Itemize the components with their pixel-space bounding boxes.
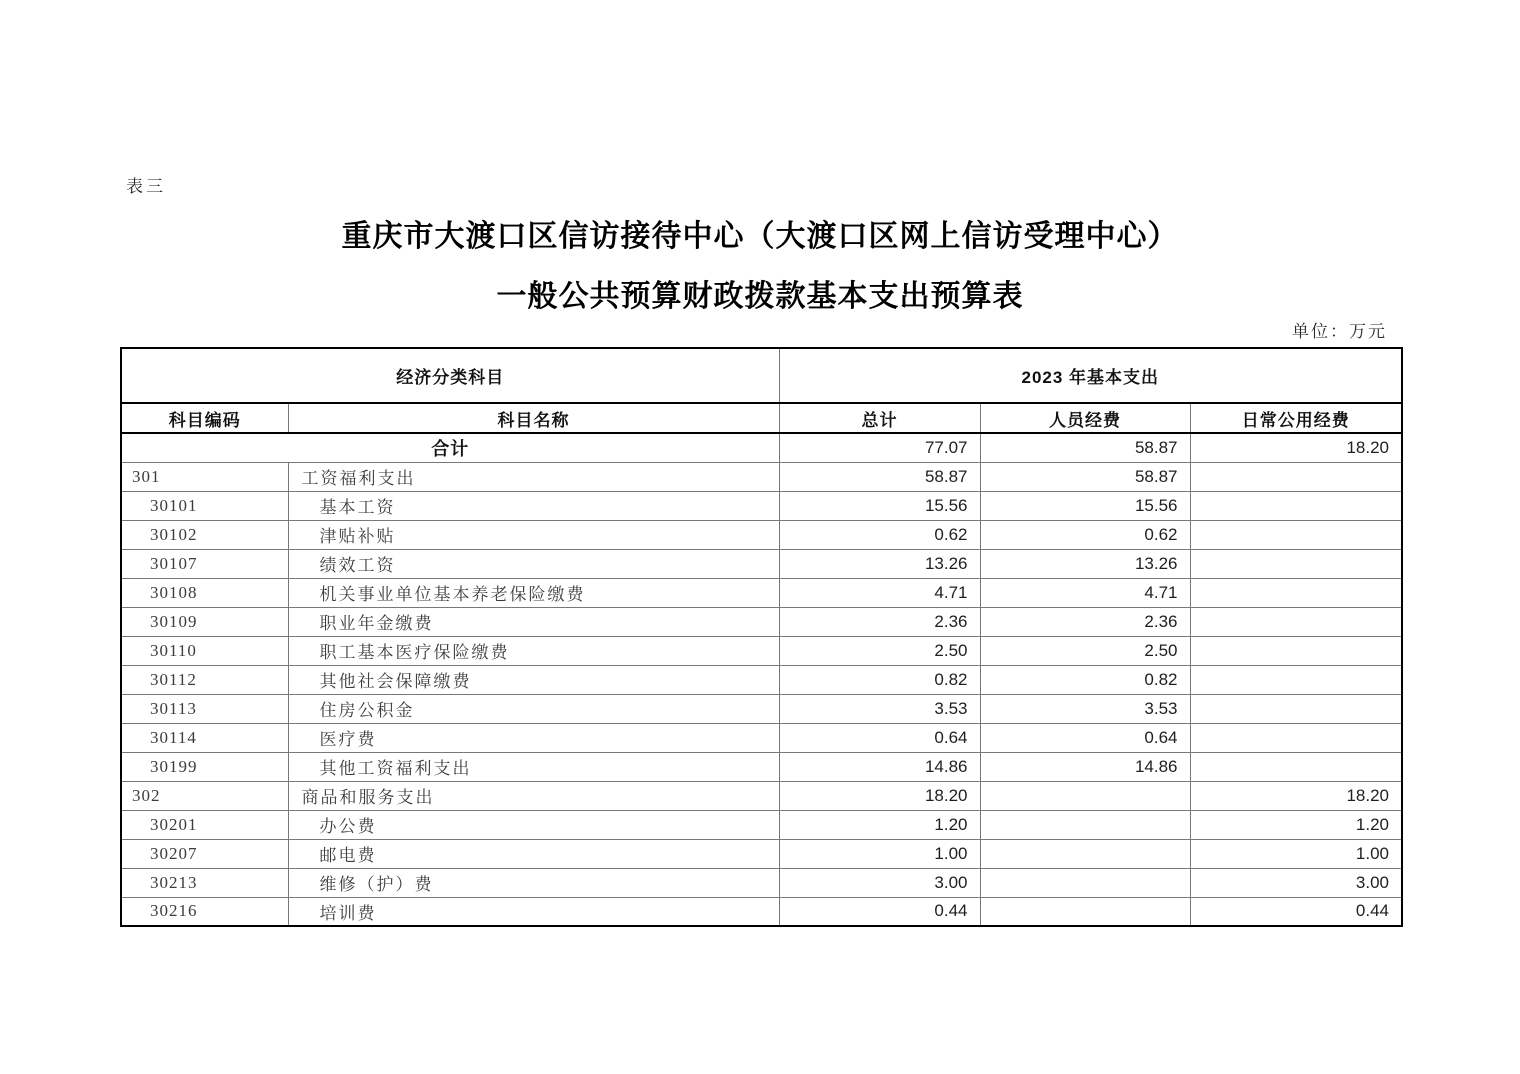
row-daily-cell: 1.20 [1190,810,1402,839]
row-code-cell: 30112 [121,665,288,694]
row-personnel-cell [980,868,1190,897]
row-personnel-cell: 15.56 [980,491,1190,520]
row-personnel-cell [980,810,1190,839]
row-total-cell: 4.71 [779,578,980,607]
row-code-cell: 30113 [121,694,288,723]
row-code-cell: 30114 [121,723,288,752]
header-2023-basic-expenditure: 2023 年基本支出 [779,348,1402,403]
row-total-cell: 18.20 [779,781,980,810]
table-row [121,636,1402,665]
row-daily-cell [1190,723,1402,752]
row-code-cell: 30102 [121,520,288,549]
row-code-cell: 30107 [121,549,288,578]
row-name-cell: 津贴补贴 [288,520,779,549]
row-name-cell: 其他工资福利支出 [288,752,779,781]
row-code-cell: 302 [121,781,288,810]
row-code-cell: 30201 [121,810,288,839]
row-personnel-cell: 4.71 [980,578,1190,607]
row-code-cell: 30213 [121,868,288,897]
unit-note: 单位：万元 [1292,322,1387,341]
table-row [121,694,1402,723]
table-body [121,433,1402,926]
row-personnel-cell: 58.87 [980,462,1190,491]
row-code-cell: 30110 [121,636,288,665]
row-daily-cell [1190,549,1402,578]
row-code-cell: 30109 [121,607,288,636]
row-personnel-cell: 0.62 [980,520,1190,549]
row-personnel-cell: 3.53 [980,694,1190,723]
row-personnel-cell: 0.64 [980,723,1190,752]
header-subject-name: 科目名称 [288,403,779,433]
table-row [121,607,1402,636]
row-personnel-cell: 0.82 [980,665,1190,694]
table-row [121,781,1402,810]
row-total-cell: 15.56 [779,491,980,520]
header-subject-code: 科目编码 [121,403,288,433]
row-code-cell: 301 [121,462,288,491]
row-personnel-cell: 14.86 [980,752,1190,781]
header-personnel-funds: 人员经费 [980,403,1190,433]
header-daily-public-funds: 日常公用经费 [1190,403,1402,433]
row-total-cell: 13.26 [779,549,980,578]
total-row-personnel-value: 58.87 [980,433,1190,462]
row-daily-cell: 3.00 [1190,868,1402,897]
row-name-cell: 职工基本医疗保险缴费 [288,636,779,665]
row-total-cell: 14.86 [779,752,980,781]
row-total-cell: 58.87 [779,462,980,491]
table-number-label: 表三 [126,177,166,196]
table-row [121,897,1402,926]
table-row [121,752,1402,781]
row-daily-cell [1190,520,1402,549]
header-total: 总计 [779,403,980,433]
row-daily-cell [1190,636,1402,665]
row-daily-cell: 18.20 [1190,781,1402,810]
document-title-line1: 重庆市大渡口区信访接待中心（大渡口区网上信访受理中心） [341,220,1179,253]
row-daily-cell [1190,665,1402,694]
row-name-cell: 绩效工资 [288,549,779,578]
row-name-cell: 工资福利支出 [288,462,779,491]
table-row [121,839,1402,868]
row-total-cell: 0.44 [779,897,980,926]
row-personnel-cell [980,781,1190,810]
total-row-total-value: 77.07 [779,433,980,462]
table-row [121,868,1402,897]
row-total-cell: 0.82 [779,665,980,694]
row-total-cell: 1.20 [779,810,980,839]
row-personnel-cell: 2.36 [980,607,1190,636]
row-total-cell: 2.50 [779,636,980,665]
row-name-cell: 培训费 [288,897,779,926]
row-code-cell: 30207 [121,839,288,868]
row-personnel-cell [980,897,1190,926]
row-daily-cell: 0.44 [1190,897,1402,926]
row-daily-cell [1190,694,1402,723]
total-row [121,433,1402,462]
row-personnel-cell [980,839,1190,868]
row-name-cell: 职业年金缴费 [288,607,779,636]
row-code-cell: 30216 [121,897,288,926]
row-total-cell: 2.36 [779,607,980,636]
row-total-cell: 0.64 [779,723,980,752]
row-total-cell: 1.00 [779,839,980,868]
table-row [121,723,1402,752]
total-row-label: 合计 [121,433,779,462]
row-daily-cell [1190,578,1402,607]
row-code-cell: 30101 [121,491,288,520]
header-columns-row [121,403,1402,433]
row-name-cell: 机关事业单位基本养老保险缴费 [288,578,779,607]
header-economic-classification: 经济分类科目 [121,348,779,403]
row-name-cell: 住房公积金 [288,694,779,723]
budget-table [120,347,1403,927]
table-row [121,665,1402,694]
document-title-line2: 一般公共预算财政拨款基本支出预算表 [496,280,1024,313]
row-name-cell: 办公费 [288,810,779,839]
row-daily-cell [1190,607,1402,636]
row-personnel-cell: 2.50 [980,636,1190,665]
table-row [121,578,1402,607]
row-name-cell: 基本工资 [288,491,779,520]
header-group-row [121,348,1402,403]
row-daily-cell [1190,752,1402,781]
row-personnel-cell: 13.26 [980,549,1190,578]
row-name-cell: 商品和服务支出 [288,781,779,810]
row-daily-cell: 1.00 [1190,839,1402,868]
row-name-cell: 其他社会保障缴费 [288,665,779,694]
table-row [121,549,1402,578]
table-row [121,520,1402,549]
row-daily-cell [1190,491,1402,520]
row-total-cell: 3.53 [779,694,980,723]
row-code-cell: 30108 [121,578,288,607]
row-name-cell: 维修（护）费 [288,868,779,897]
table-row [121,491,1402,520]
row-name-cell: 医疗费 [288,723,779,752]
total-row-daily-value: 18.20 [1190,433,1402,462]
table-row [121,462,1402,491]
row-name-cell: 邮电费 [288,839,779,868]
row-total-cell: 0.62 [779,520,980,549]
row-daily-cell [1190,462,1402,491]
row-code-cell: 30199 [121,752,288,781]
table-row [121,810,1402,839]
row-total-cell: 3.00 [779,868,980,897]
